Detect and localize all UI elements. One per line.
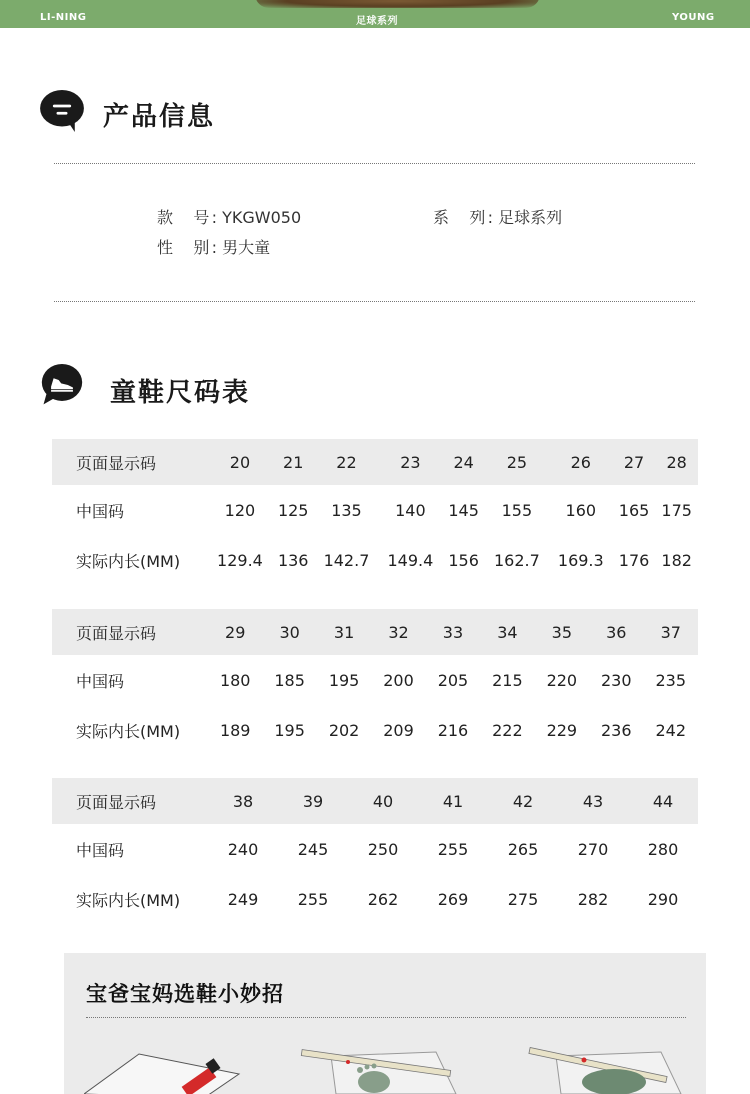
size-cell: 195: [274, 720, 305, 740]
row-label: 页面显示码: [52, 439, 208, 485]
banner-brand-right: YOUNG: [672, 12, 715, 23]
paper-and-pen-icon: [84, 1048, 244, 1094]
size-cell: 35: [535, 609, 589, 655]
shoe-tips-panel: [64, 953, 706, 1094]
size-cell: 33: [426, 609, 480, 655]
size-cell: 195: [328, 670, 360, 690]
row-label: 中国码: [76, 840, 125, 860]
display-size-row: [52, 609, 698, 655]
size-cell: 135: [331, 500, 362, 520]
size-cell: 23: [378, 439, 442, 485]
size-cell: 34: [480, 609, 534, 655]
size-cell: 37: [644, 609, 699, 655]
size-cell: 28: [655, 439, 698, 485]
size-cell: 242: [655, 720, 687, 740]
size-cell: 165: [618, 500, 650, 520]
gender-label: 性 别:: [157, 238, 217, 257]
gender-field: [157, 235, 270, 258]
size-cell: 176: [618, 550, 650, 570]
top-banner: [0, 0, 750, 28]
size-cell: 43: [558, 778, 628, 824]
row-label: 中国码: [76, 671, 125, 691]
divider: [54, 163, 695, 164]
size-cell: 182: [661, 550, 692, 570]
size-cell: 236: [601, 720, 632, 740]
inner-length-row: [52, 705, 698, 755]
china-size-row: [52, 485, 698, 535]
size-table: [52, 778, 698, 924]
size-cell: 249: [227, 889, 259, 909]
size-cell: 220: [546, 670, 578, 690]
size-cell: 40: [348, 778, 418, 824]
size-cell: 160: [565, 500, 597, 520]
size-cell: 30: [262, 609, 316, 655]
size-cell: 38: [208, 778, 278, 824]
model-field: [157, 205, 301, 228]
size-cell: 229: [546, 720, 578, 740]
display-size-row: [52, 439, 698, 485]
size-cell: 44: [628, 778, 698, 824]
row-label: 实际内长(MM): [76, 721, 181, 741]
size-chart-title: 童鞋尺码表: [110, 378, 251, 408]
size-cell: 275: [507, 889, 539, 909]
size-cell: 31: [317, 609, 371, 655]
size-cell: 250: [367, 839, 399, 859]
banner-photo: [255, 0, 540, 8]
size-cell: 149.4: [387, 550, 434, 570]
series-label: 系 列:: [433, 208, 493, 227]
size-cell: 245: [297, 839, 329, 859]
size-cell: 162.7: [493, 550, 540, 570]
size-cell: 180: [219, 670, 251, 690]
size-cell: 290: [647, 889, 679, 909]
size-cell: 175: [661, 500, 692, 520]
size-cell: 255: [297, 889, 329, 909]
banner-series: 足球系列: [356, 16, 398, 27]
size-cell: 36: [589, 609, 643, 655]
chat-bubble-lines-icon: [38, 90, 86, 132]
size-cell: 189: [219, 720, 251, 740]
size-cell: 155: [501, 500, 533, 520]
size-cell: 262: [367, 889, 399, 909]
row-label: 实际内长(MM): [76, 890, 181, 910]
size-cell: 20: [208, 439, 272, 485]
series-field: [433, 205, 562, 228]
size-cell: 265: [507, 839, 539, 859]
size-cell: 32: [371, 609, 425, 655]
size-cell: 39: [278, 778, 348, 824]
size-cell: 27: [613, 439, 656, 485]
size-cell: 222: [492, 720, 523, 740]
divider: [54, 301, 695, 302]
size-cell: 205: [437, 670, 469, 690]
size-cell: 269: [437, 889, 469, 909]
product-info-title: 产品信息: [103, 102, 216, 132]
size-cell: 140: [395, 500, 426, 520]
size-table: [52, 609, 698, 755]
size-cell: 21: [272, 439, 315, 485]
size-cell: 136: [277, 550, 309, 570]
size-cell: 200: [383, 670, 414, 690]
size-cell: 240: [227, 839, 259, 859]
size-cell: 156: [448, 550, 479, 570]
size-cell: 235: [655, 670, 687, 690]
china-size-row: [52, 824, 698, 874]
series-value: 足球系列: [498, 208, 563, 227]
model-label: 款 号:: [157, 208, 217, 227]
china-size-row: [52, 655, 698, 705]
size-cell: 24: [442, 439, 485, 485]
size-cell: 185: [274, 670, 305, 690]
size-cell: 230: [601, 670, 632, 690]
size-cell: 216: [437, 720, 469, 740]
inner-length-row: [52, 874, 698, 924]
ruler-shoe-insole-icon: [526, 1046, 696, 1094]
divider: [86, 1017, 686, 1018]
shoe-bubble-icon: [38, 364, 86, 406]
size-cell: 280: [647, 839, 679, 859]
size-cell: 169.3: [557, 550, 604, 570]
size-cell: 22: [315, 439, 379, 485]
size-cell: 26: [549, 439, 613, 485]
size-cell: 120: [224, 500, 256, 520]
size-cell: 270: [577, 839, 609, 859]
size-cell: 215: [492, 670, 523, 690]
inner-length-row: [52, 535, 698, 585]
row-label: 实际内长(MM): [76, 551, 181, 571]
size-cell: 25: [485, 439, 549, 485]
size-cell: 125: [277, 500, 309, 520]
size-cell: 255: [437, 839, 469, 859]
size-table: [52, 439, 698, 585]
size-cell: 142.7: [323, 550, 370, 570]
row-label: 页面显示码: [52, 609, 208, 655]
size-cell: 129.4: [217, 550, 263, 570]
size-cell: 209: [383, 720, 414, 740]
banner-brand-left: LI-NING: [40, 12, 87, 23]
size-cell: 41: [418, 778, 488, 824]
size-cell: 145: [448, 500, 479, 520]
size-cell: 42: [488, 778, 558, 824]
ruler-footprint-icon: [296, 1046, 466, 1094]
gender-value: 男大童: [222, 238, 271, 257]
row-label: 页面显示码: [52, 778, 208, 824]
display-size-row: [52, 778, 698, 824]
size-cell: 282: [577, 889, 609, 909]
row-label: 中国码: [76, 501, 125, 521]
model-value: YKGW050: [222, 208, 302, 227]
size-cell: 29: [208, 609, 262, 655]
tips-title: 宝爸宝妈选鞋小妙招: [86, 982, 284, 1006]
size-cell: 202: [328, 720, 360, 740]
